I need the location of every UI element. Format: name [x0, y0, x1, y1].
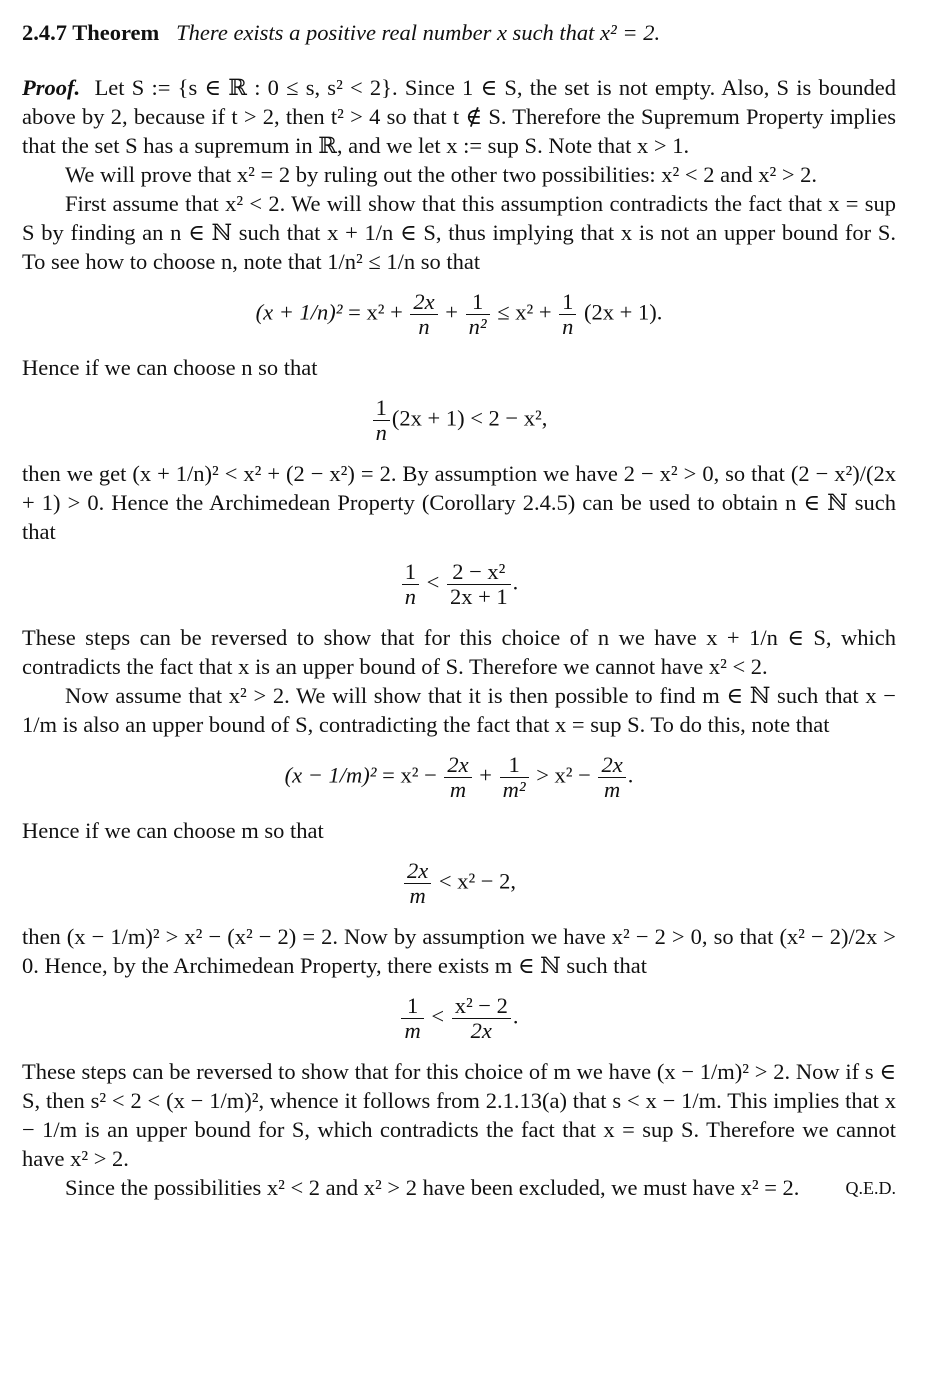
equation-6	[22, 994, 896, 1043]
eq1-frac-3: $\frac{1}{n}$	[559, 290, 576, 339]
proof-paragraph-9: then (x − 1/m)² > x² − (x² − 2) = 2. Now by assumption we have x² − 2 > 0, so that (x² − 2)/2x > 0. Hence, by the Archimedean Property, there exists m ∈ ℕ such that	[22, 924, 896, 978]
proof-paragraph-1	[22, 73, 896, 160]
proof-paragraph-4: Hence if we can choose n so that	[22, 355, 318, 380]
eq1-t1: = x² +	[348, 299, 403, 325]
theorem-label: 2.4.7 Theorem	[22, 20, 160, 45]
qed-mark: Q.E.D.	[845, 1178, 896, 1198]
eq4-plus: +	[479, 762, 492, 788]
eq6-frac-2: $\frac{\text{x² − 2}}{2x}$	[452, 994, 511, 1043]
eq1-lhs: (x + 1/n)²	[255, 299, 343, 325]
document-page	[22, 18, 896, 1203]
eq6-frac-1: $\frac{1}{m}$	[401, 994, 423, 1043]
eq4-lhs: (x − 1/m)²	[284, 762, 377, 788]
eq3-end: .	[512, 569, 519, 595]
proof-paragraph-3: First assume that x² < 2. We will show that this assumption contradicts the fact that x = sup S by finding an n ∈ ℕ such that x + 1/n ∈ S, thus implying that x is not an upper bound for S. To see how to choose n, note that 1/n² ≤ 1/n so that	[22, 191, 896, 274]
proof-paragraph-10: These steps can be reversed to show that for this choice of m we have (x − 1/m)² > 2. Now if s ∈ S, then s² < 2 < (x − 1/m)², whence it follows from 2.1.13(a) that s < x − 1/m. This implies that x − 1/m is an upper bound for S, which contradicts the fact that x = sup S. Therefore we cannot have x² > 2.	[22, 1059, 896, 1171]
equation-2	[22, 396, 896, 445]
equation-5	[22, 859, 896, 908]
eq1-plus: +	[445, 299, 458, 325]
eq1-frac-2: $\frac{1}{\text{n²}}$	[466, 290, 490, 339]
eq4-frac-3: $\frac{2x}{m}$	[598, 753, 625, 802]
eq6-end: .	[512, 1003, 519, 1029]
equation-1	[22, 290, 896, 339]
proof-paragraph-8: Hence if we can choose m so that	[22, 818, 324, 843]
proof-paragraph-11: Since the possibilities x² < 2 and x² > 2 have been excluded, we must have x² = 2.	[65, 1175, 800, 1200]
proof-paragraph-7: Now assume that x² > 2. We will show that it is then possible to find m ∈ ℕ such that x − 1/m is also an upper bound of S, contradicting the fact that x = sup S. To do this, note that	[22, 683, 896, 737]
eq4-end: .	[627, 762, 634, 788]
eq3-rel: <	[426, 569, 440, 595]
equation-3	[22, 560, 896, 609]
proof-paragraph-2: We will prove that x² = 2 by ruling out the other two possibilities: x² < 2 and x² > 2.	[65, 162, 818, 187]
eq3-frac-2: $\frac{\text{2 − x²}}{2x + 1}$	[447, 560, 511, 609]
equation-4	[22, 753, 896, 802]
eq4-frac-1: $\frac{2x}{m}$	[444, 753, 471, 802]
theorem	[22, 18, 896, 47]
eq1-frac-1: $\frac{2x}{n}$	[410, 290, 437, 339]
eq3-frac-1: $\frac{1}{n}$	[402, 560, 419, 609]
proof-paragraph-6: These steps can be reversed to show that for this choice of n we have x + 1/n ∈ S, which contradicts the fact that x is an upper bound of S. Therefore we cannot have x² < 2.	[22, 625, 896, 679]
eq2-rest: (2x + 1) < 2 − x²,	[391, 405, 548, 431]
eq5-rest: < x² − 2,	[438, 868, 516, 894]
proof-text-1: Let S := {s ∈ ℝ : 0 ≤ s, s² < 2}. Since 1 ∈ S, the set is not empty. Also, S is bounded above by 2, because if t > 2, then t² > 4 so that t ∉ S. Therefore the Supremum Property implies that the set S has a supremum in ℝ, and we let x := sup S. Note that x > 1.	[22, 75, 897, 158]
eq4-frac-2: $\frac{1}{\text{m²}}$	[500, 753, 529, 802]
eq2-frac: $\frac{1}{n}$	[373, 396, 390, 445]
proof-label: Proof.	[22, 75, 81, 100]
eq5-frac: $\frac{2x}{m}$	[404, 859, 431, 908]
theorem-statement: There exists a positive real number x such that x² = 2.	[176, 20, 661, 45]
eq6-rel: <	[431, 1003, 445, 1029]
eq4-t1: = x² −	[382, 762, 437, 788]
eq4-t2: > x² −	[536, 762, 591, 788]
eq1-t2: ≤ x² +	[497, 299, 552, 325]
eq1-t3: (2x + 1).	[584, 299, 663, 325]
proof-paragraph-5: then we get (x + 1/n)² < x² + (2 − x²) = 2. By assumption we have 2 − x² > 0, so that (2 − x²)/(2x + 1) > 0. Hence the Archimedean Property (Corollary 2.4.5) can be used to obtain n ∈ ℕ such that	[22, 461, 896, 544]
